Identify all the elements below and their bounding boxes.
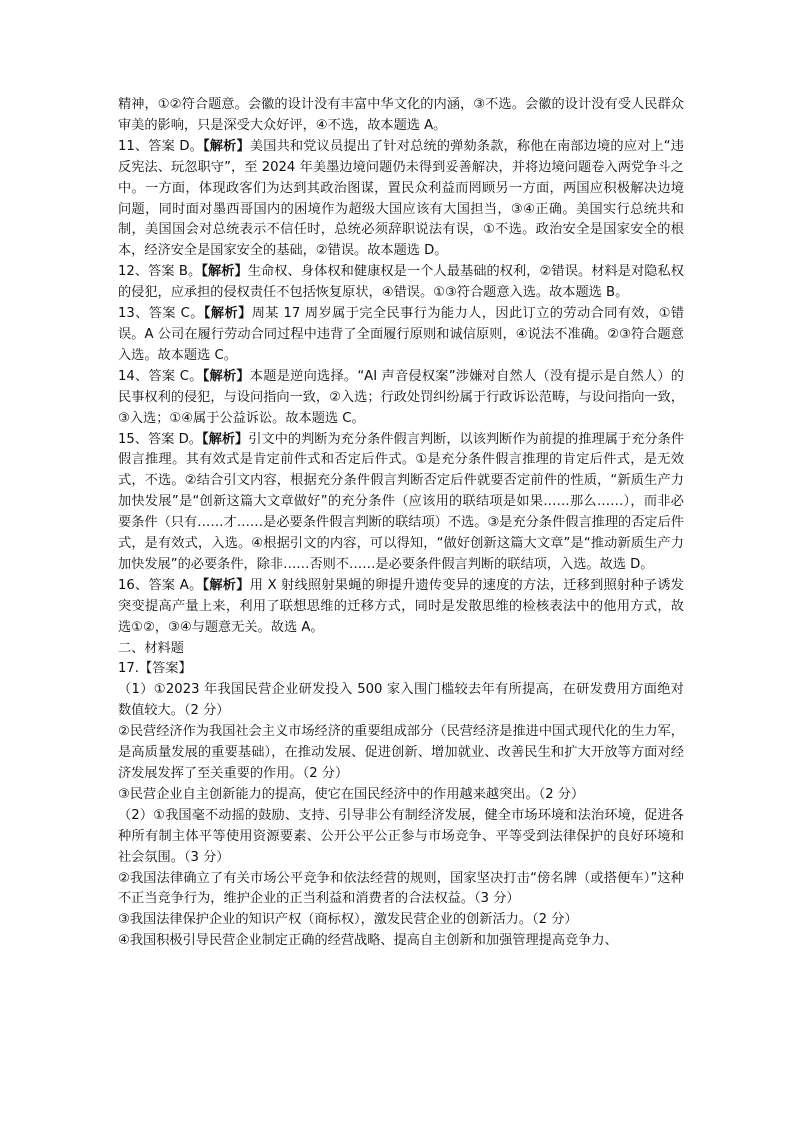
answer-point-text: ④我国积极引导民营企业制定正确的经营战略、提高自主创新和加强管理提高竞争力、 [118,933,618,949]
answer-point [118,931,684,952]
answer-point-text: （2）①我国毫不动摇的鼓励、支持、引导非公有制经济发展，健全市场环境和法治环境，促进各种所有制主体平等使用资源要素、公开公平公正参与市场竞争、平等受到法律保护的良好环境和社会氛围。（3 分） [118,807,684,865]
analysis-text: 美国共和党议员提出了针对总统的弹劾条款，称他在南部边境的应对上“违反宪法、玩忽职守”，至 2024 年美墨边境问题仍未得到妥善解决，并将边境问题卷入两党争斗之中。一方面，体现政客们为达到其政治图谋，置民众利益而罔顾另一方面，两国应积极解决边境问题，同时面对墨西哥国内的困境作为超级大国应该有大国担当，③④正确。美国实行总统共和制，美国国会对总统表示不信任时，总统必须辞职说法有误，①不选。政治安全是国家安全的根本，经济安全是国家安全的基础，②错误。故本题选 D。 [118,138,684,259]
answer-label: 16、答案 A。 [118,577,203,593]
question-heading-text: 17.【答案】 [118,661,192,677]
analysis-tag: 【解析】 [202,368,250,384]
section-heading-text: 二、材料题 [118,640,184,656]
analysis-text: 生命权、身体权和健康权是一个人最基础的权利，②错误。材料是对隐私权的侵犯，应承担的侵权责任不包括恢复原状，④错误。①③符合题意入选。故本题选 B。 [118,264,684,301]
analysis-text: 本题是逆向选择。“AI 声音侵权案”涉嫌对自然人（没有提示是自然人）的民事权利的侵犯，与设问指向一致，②入选；行政处罚纠纷属于行政诉讼范畴，与设问指向一致，③入选；①④属于公益诉讼。故本题选 C。 [118,368,684,426]
paragraph-text: 精神，①②符合题意。会徽的设计没有丰富中华文化的内涵，③不选。会徽的设计没有受人民群众审美的影响，只是深受大众好评，④不选，故本题选 A。 [118,97,684,133]
answer-11 [118,137,684,262]
answer-point [118,785,684,806]
answer-14 [118,367,684,430]
paragraph-continuation [118,95,684,137]
analysis-tag: 【解析】 [203,306,252,322]
answer-label: 15、答案 D。 [118,431,203,447]
answer-label: 13、答案 C。 [118,306,204,322]
answer-point-text: （1）①2023 年我国民营企业研发投入 500 家入围门槛较去年有所提高，在研发费用方面绝对数值较大。（2 分） [118,682,684,719]
analysis-tag: 【解析】 [201,264,248,280]
answer-point-text: ②民营经济作为我国社会主义市场经济的重要组成部分（民营经济是推进中国式现代化的生力军，是高质量发展的重要基础），在推动发展、促进创新、增加就业、改善民生和扩大开放等方面对经济发展发挥了至关重要的作用。（2 分） [118,724,684,781]
analysis-text: 引文中的判断为充分条件假言判断，以该判断作为前提的推理属于充分条件假言推理。其有效式是肯定前件式和否定后件式。①是充分条件假言推理的肯定后件式，是无效式，不选。②结合引文内容，根据充分条件假言判断否定后件就要否定前件的性质，“新质生产力加快发展”是“创新这篇大文章做好”的充分条件（应该用的联结项是如果……那么……），而非必要条件（只有……才……是必要条件假言判断的联结项）不选。③是充分条件假言推理的否定后件式，是有效式，入选。④根据引文的内容，可以得知，“做好创新这篇大文章”是“推动新质生产力加快发展”的必要条件，除非……否则不……是必要条件假言判断的联结项，入选。故选 D。 [118,431,685,572]
answer-point-text: ②我国法律确立了有关市场公平竞争和依法经营的规则，国家坚决打击“傍名牌（或搭便车）”这种不正当竞争行为，维护企业的正当利益和消费者的合法权益。（3 分） [118,870,684,907]
analysis-text: 用 X 射线照射果蝇的卵提升遗传变异的速度的方法，迁移到照射种子诱发突变提高产量上来，利用了联想思维的迁移方式，同时是发散思维的检核表法中的他用方式，故选①②，③④与题意无关。故选 A。 [118,577,684,635]
answer-point-text: ③民营企业自主创新能力的提高，使它在国民经济中的作用越来越突出。（2 分） [118,786,585,802]
section-heading [118,639,684,660]
analysis-tag: 【解析】 [203,138,250,154]
answer-label: 14、答案 C。 [118,368,203,384]
question-17-heading [118,659,684,680]
answer-point-text: ③我国法律保护企业的知识产权（商标权），激发民营企业的创新活力。（2 分） [118,912,578,928]
answer-16 [118,576,684,639]
answer-12 [118,262,684,304]
document-page [118,95,684,952]
answer-point [118,680,684,722]
answer-point [118,722,684,785]
answer-point [118,910,684,931]
analysis-tag: 【解析】 [202,577,250,593]
analysis-text: 周某 17 周岁属于完全民事行为能力人，因此订立的劳动合同有效，①错误。A 公司在履行劳动合同过程中违背了全面履行原则和诚信原则，④说法不准确。②③符合题意入选。故本题选 C。 [118,306,685,363]
answer-label: 12、答案 B。 [118,264,202,280]
answer-13 [118,304,684,367]
analysis-tag: 【解析】 [202,431,249,447]
answer-point [118,806,684,869]
answer-15 [118,430,684,576]
answer-point [118,869,684,911]
answer-label: 11、答案 D。 [118,138,204,154]
